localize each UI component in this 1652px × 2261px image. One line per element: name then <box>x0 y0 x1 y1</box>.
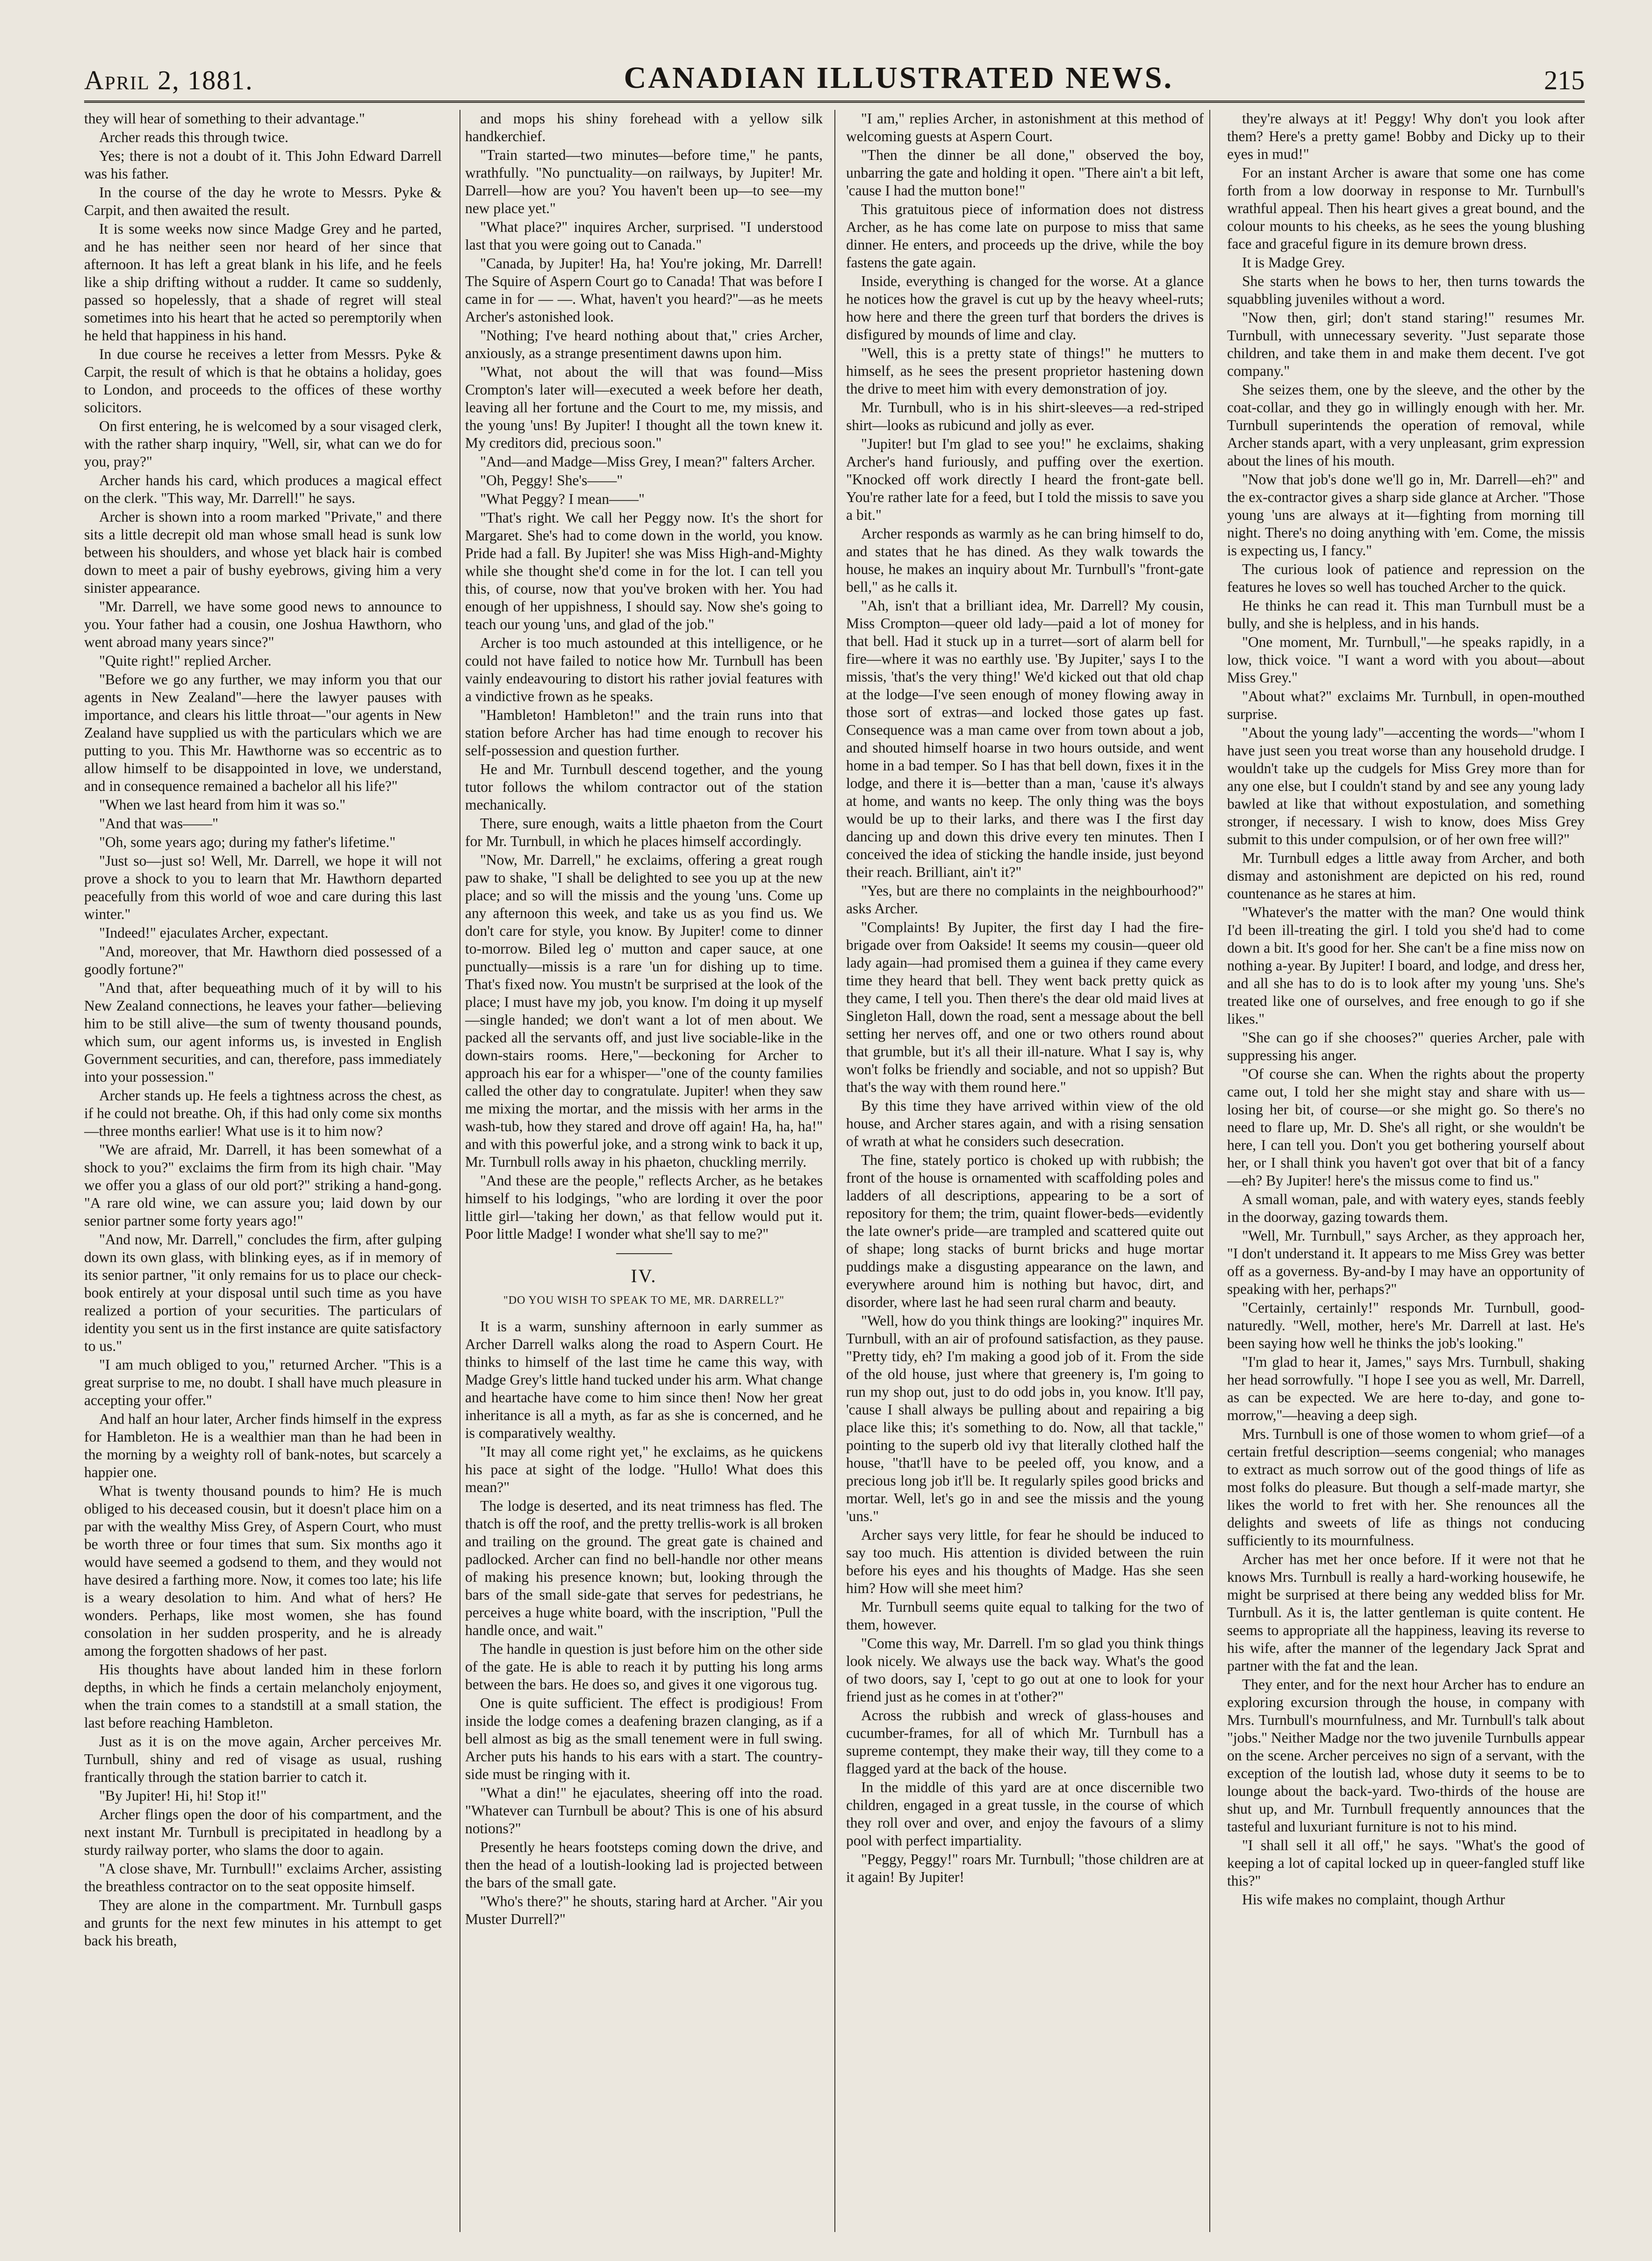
paragraph: They are alone in the compartment. Mr. Turnbull gasps and grunts for the next few minutes in his attempt to get back his breath, <box>84 1897 442 1949</box>
paragraph: "Who's there?" he shouts, staring hard at Archer. "Air you Muster Durrell?" <box>465 1893 823 1927</box>
paragraph: "Peggy, Peggy!" roars Mr. Turnbull; "those children are at it again! By Jupiter! <box>846 1851 1204 1885</box>
paragraph: The handle in question is just before him on the other side of the gate. He is able to reach it by putting his long arms between the bars. He does so, and gives it one vigorous tug. <box>465 1641 823 1693</box>
paragraph: A small woman, pale, and with watery eyes, stands feebly in the doorway, gazing towards them. <box>1227 1191 1585 1225</box>
paragraph: "A close shave, Mr. Turnbull!" exclaims Archer, assisting the breathless contractor on to the seat opposite himself. <box>84 1860 442 1895</box>
paragraph: "When we last heard from him it was so." <box>99 797 345 813</box>
paragraph: "Oh, some years ago; during my father's lifetime." <box>99 834 396 850</box>
publication-title: CANADIAN ILLUSTRATED NEWS. <box>624 61 1174 95</box>
paragraph: Mr. Turnbull seems quite equal to talking for the two of them, however. <box>846 1599 1204 1633</box>
paragraph: Inside, everything is changed for the worse. At a glance he notices how the gravel is cut up by the heavy wheel-ruts; how here and there the green turf that borders the drives is disfigured by mounds of lime and clay. <box>846 273 1204 343</box>
paragraph: "Well, how do you think things are looking?" inquires Mr. Turnbull, with an air of profound satisfaction, as they pause. "Pretty tidy, eh? I'm making a good job of it. From the side of the old house, just where that greenery is, I'm going to run my shop out, just to do odd jobs in, you know. It'll pay, 'cause I shall always be pulling about and repairing a big place like this; it's something to do. Now, all that tackle," pointing to the superb old ivy that literally clothed half the house, "that'll have to be peeled off, you know, and a precious long job it'll be. It regularly spiles good bricks and mortar. Well, let's go in and see the missis and the young 'uns." <box>846 1313 1204 1524</box>
paragraph: This gratuitous piece of information does not distress Archer, as he has come late on purpose to miss that same dinner. He enters, and proceeds up the drive, while the boy fastens the gate again. <box>846 201 1204 271</box>
paragraph: "I shall sell it all off," he says. "What's the good of keeping a lot of capital locked up in queer-fangled stuff like this?" <box>1227 1837 1585 1889</box>
paragraph: Archer reads this through twice. <box>99 129 288 145</box>
paragraph: "Now that job's done we'll go in, Mr. Darrell—eh?" and the ex-contractor gives a sharp side glance at Archer. "Those young 'uns are always at it—fighting from morning till night. There's no doing anything with 'em. Come, the missis is expecting us, I fancy." <box>1227 471 1585 559</box>
paragraph: "And that was——" <box>99 815 218 832</box>
paragraph: By this time they have arrived within view of the old house, and Archer stares again, and with a rising sensation of wrath at what he considers such desecration. <box>846 1098 1204 1149</box>
paragraph: Mrs. Turnbull is one of those women to whom grief—of a certain fretful description—seems congenial; who manages to extract as much sorrow out of the good things of life as most folks do pleasure. But though a self-made martyr, she likes the world to fret with her. She renounces all the delights and sweets of life as things not conducing sufficiently to its mournfulness. <box>1227 1426 1585 1549</box>
paragraph: Archer has met her once before. If it were not that he knows Mrs. Turnbull is really a hard-working housewife, he might be surprised at there being any wedded bliss for Mr. Turnbull. As it is, the latter gentleman is quite content. He seems to appropriate all the happiness, leaving its reverse to his wife, after the manner of the legendary Jack Sprat and partner with the fat and the lean. <box>1227 1551 1585 1674</box>
text-column-4 <box>1227 110 1585 2232</box>
paragraph: Archer flings open the door of his compartment, and the next instant Mr. Turnbull is precipitated in headlong by a sturdy railway porter, who slams the door to again. <box>84 1806 442 1858</box>
paragraph: "Train started—two minutes—before time," he pants, wrathfully. "No punctuality—on railways, by Jupiter! Mr. Darrell—how are you? You haven't been up—to see—my new place yet." <box>465 147 823 216</box>
paragraph: "It may all come right yet," he exclaims, as he quickens his pace at sight of the lodge. "Hullo! What does this mean?" <box>465 1443 823 1495</box>
paragraph: "Before we go any further, we may inform you that our agents in New Zealand"—here the lawyer pauses with importance, and clears his little throat—"our agents in New Zealand have supplied us with the particulars which we are putting to you. This Mr. Hawthorne was so eccentric as to allow himself to be disappointed in love, we understand, and in consequence remained a bachelor all his life?" <box>84 671 442 794</box>
paragraph: "What a din!" he ejaculates, sheering off into the road. "Whatever can Turnbull be about? This is one of his absurd notions?" <box>465 1785 823 1837</box>
paragraph: What is twenty thousand pounds to him? He is much obliged to his deceased cousin, but it doesn't place him on a par with the wealthy Miss Grey, of Aspern Court, who must be worth three or four times that sum. Six months ago it would have seemed a godsend to them, and they would not have desired a farthing more. Now, it comes too late; his life is a weary desolation to him. And what of hers? He wonders. Perhaps, like most women, she has found consolation in her sudden prosperity, and he is already among the forgotten shadows of her past. <box>84 1483 442 1659</box>
paragraph: Archer is too much astounded at this intelligence, or he could not have failed to notice how Mr. Turnbull has been vainly endeavouring to distort his rather jovial features with a vindictive frown as he speaks. <box>465 635 823 704</box>
paragraph: On first entering, he is welcomed by a sour visaged clerk, with the rather sharp inquiry, "Well, sir, what can we do for you, pray?" <box>84 418 442 470</box>
paragraph: "About the young lady"—accenting the words—"whom I have just seen you treat worse than any household drudge. I wouldn't take up the cudgels for Miss Grey more than for any one else, but I couldn't stand by and see any young lady bawled at like that without expostulation, and something stronger, if necessary. I wish to know, does Miss Grey submit to this under compulsion, or of her own free will?" <box>1227 725 1585 847</box>
paragraph: they will hear of something to their advantage." <box>84 110 365 127</box>
paragraph: "And these are the people," reflects Archer, as he betakes himself to his lodgings, "who are lording it over the poor little girl—'taking her down,' as that fellow would put it. Poor little Madge! I wonder what she'll say to me?" <box>465 1172 823 1242</box>
page-number: 215 <box>1544 65 1585 95</box>
paragraph: And half an hour later, Archer finds himself in the express for Hambleton. He is a wealthier man than he had been in the morning by a weighty roll of bank-notes, but scarcely a happier one. <box>84 1411 442 1480</box>
paragraph: Archer stands up. He feels a tightness across the chest, as if he could not breathe. Oh, if this had only come six months—three months earlier! What use is it to him now? <box>84 1087 442 1139</box>
paragraph: One is quite sufficient. The effect is prodigious! From inside the lodge comes a deafening brazen clanging, as if a bell almost as big as the small tenement were in full swing. Archer puts his hands to his ears with a start. The country-side must be ringing with it. <box>465 1695 823 1782</box>
paragraph: "Nothing; I've heard nothing about that," cries Archer, anxiously, as a strange presentiment dawns upon him. <box>465 327 823 361</box>
paragraph: "What Peggy? I mean——" <box>480 491 645 507</box>
paragraph: Just as it is on the move again, Archer perceives Mr. Turnbull, shiny and red of visage as usual, rushing frantically through the station barrier to catch it. <box>84 1733 442 1785</box>
paragraph: "Jupiter! but I'm glad to see you!" he exclaims, shaking Archer's hand furiously, and puffing over the exertion. "Knocked off work directly I heard the front-gate bell. You're rather late for a feed, but I told the missis to save you a bit." <box>846 436 1204 523</box>
paragraph: Yes; there is not a doubt of it. This John Edward Darrell was his father. <box>84 148 442 182</box>
paragraph: "Quite right!" replied Archer. <box>99 653 272 669</box>
text-column-2 <box>465 110 823 2232</box>
paragraph: The lodge is deserted, and its neat trimness has fled. The thatch is off the roof, and the pretty trellis-work is all broken and trailing on the ground. The great gate is chained and padlocked. Archer can find no bell-handle nor other means of making his presence known; but, looking through the bars of the small side-gate that serves for pedestrians, he perceives a huge white board, with the inscription, "Pull the handle once, and wait." <box>465 1498 823 1638</box>
chapter-heading: "DO YOU WISH TO SPEAK TO ME, MR. DARRELL?" <box>503 1294 785 1306</box>
paragraph: In due course he receives a letter from Messrs. Pyke & Carpit, the result of which is that he obtains a holiday, goes to London, and proceeds to the offices of these worthy solicitors. <box>84 346 442 416</box>
paragraph: His wife makes no complaint, though Arthur <box>1242 1891 1505 1908</box>
paragraph: In the middle of this yard are at once discernible two children, engaged in a great tussle, in the course of which they roll over and over, and enjoy the favours of a slimy pool with perfect impartiality. <box>846 1779 1204 1849</box>
paragraph: "Yes, but are there no complaints in the neighbourhood?" asks Archer. <box>846 883 1204 917</box>
masthead <box>84 44 1585 103</box>
paragraph: Presently he hears footsteps coming down the drive, and then the head of a loutish-looking lad is projected between the bars of the small gate. <box>465 1839 823 1891</box>
paragraph: There, sure enough, waits a little phaeton from the Court for Mr. Turnbull, in which he places himself accordingly. <box>465 815 823 849</box>
paragraph: He and Mr. Turnbull descend together, and the young tutor follows the whilom contractor out of the station mechanically. <box>465 761 823 813</box>
paragraph: The curious look of patience and repression on the features he loves so well has touched Archer to the quick. <box>1227 561 1585 595</box>
paragraph: In the course of the day he wrote to Messrs. Pyke & Carpit, and then awaited the result. <box>84 184 442 218</box>
paragraph: He thinks he can read it. This man Turnbull must be a bully, and she is helpless, and in his hands. <box>1227 597 1585 632</box>
paragraph: It is a warm, sunshiny afternoon in early summer as Archer Darrell walks along the road to Aspern Court. He thinks to himself of the last time he came this way, with Madge Grey's little hand tucked under his arm. What change and heartache have come to him since then! Now her great inheritance is all a myth, as far as she is concerned, and he is comparatively wealthy. <box>465 1318 823 1441</box>
paragraph: "Now, Mr. Darrell," he exclaims, offering a great rough paw to shake, "I shall be delighted to see you up at the new place; and so will the missis and the young 'uns. Come up any afternoon this week, and take us as you find us. We don't care for style, you know. By Jupiter! come to dinner to-morrow. Biled leg o' mutton and caper sauce, at one punctually—missis is a rare 'un for dishing up to time. That's fixed now. You mustn't be surprised at the look of the place; I must have my job, you know. I'm doing it up myself—single handed; we don't want a lot of men about. We packed all the servants off, and just live sociable-like in the down-stairs rooms. Here,"—beckoning for Archer to approach his ear for a whisper—"one of the county families called the other day to congratulate. Jupiter! when they saw me mixing the mortar, and the missis with her arms in the wash-tub, how they stared and drove off again! Ha, ha, ha!" and with this powerful joke, and a strong wink to back it up, Mr. Turnbull rolls away in his phaeton, chuckling merrily. <box>465 852 823 1170</box>
paragraph: "Oh, Peggy! She's——" <box>480 472 623 488</box>
paragraph: Archer is shown into a room marked "Private," and there sits a little decrepit old man whose small head is sunk low between his shoulders, and whose yet black hair is combed down to meet a pair of bushy eyebrows, giving him a very sinister appearance. <box>84 509 442 596</box>
paragraph: "By Jupiter! Hi, hi! Stop it!" <box>99 1787 267 1804</box>
paragraph: Archer responds as warmly as he can bring himself to do, and states that he has dined. As they walk towards the house, he makes an inquiry about Mr. Turnbull's "front-gate bell," as he calls it. <box>846 525 1204 595</box>
paragraph: They enter, and for the next hour Archer has to endure an exploring excursion through the house, in company with Mrs. Turnbull's mournfulness, and Mr. Turnbull's talk about "jobs." Neither Madge nor the two juvenile Turnbulls appear on the scene. Archer perceives no sign of a servant, with the exception of the loutish lad, whose duty it seems to be to lounge about the back-yard. Two-thirds of the house are shut up, and Mr. Turnbull frequently announces that the tasteful and luxuriant furniture is not to his mind. <box>1227 1676 1585 1835</box>
paragraph: "One moment, Mr. Turnbull,"—he speaks rapidly, in a low, thick voice. "I want a word with you about—about Miss Grey." <box>1227 634 1585 686</box>
issue-date: April 2, 1881. <box>84 65 253 95</box>
paragraph: The fine, stately portico is choked up with rubbish; the front of the house is ornamented with scaffolding poles and ladders of all descriptions, appearing to be a sort of repository for them; the trim, quaint flower-beds—evidently the late owner's pride—are trampled and scattered quite out of shape; long stacks of burnt bricks and huge mortar puddings make a disgusting appearance on the lawn, and everywhere around him is nothing but havoc, dirt, and disorder, where last he had seen rural charm and beauty. <box>846 1152 1204 1310</box>
paragraph: "And now, Mr. Darrell," concludes the firm, after gulping down its own glass, with blinking eyes, as if in memory of its senior partner, "it only remains for us to place our check-book entirely at your disposal until such time as you have realized a portion of your securities. The particulars of identity you sent us in the first instance are quite satisfactory to us." <box>84 1231 442 1354</box>
paragraph: "Hambleton! Hambleton!" and the train runs into that station before Archer has had time enough to recover his self-possession and question further. <box>465 707 823 759</box>
paragraph: It is some weeks now since Madge Grey and he parted, and he has neither seen nor heard of her since that afternoon. It has left a great blank in his life, and he feels like a ship drifting without a rudder. It came so suddenly, passed so hopelessly, that a shade of regret will steal sometimes into his heart that he acted so peremptorily when he held that happiness in his hand. <box>84 221 442 344</box>
paragraph: "Whatever's the matter with the man? One would think I'd been ill-treating the girl. I told you she'd had to come down a bit. It's good for her. She can't be a fine miss now on nothing a-year. By Jupiter! I board, and lodge, and dress her, and all she has to do is to look after my young 'uns. She's treated like one of ourselves, and free enough to go if she likes." <box>1227 904 1585 1027</box>
paragraph: "About what?" exclaims Mr. Turnbull, in open-mouthed surprise. <box>1227 688 1585 722</box>
paragraph: His thoughts have about landed him in these forlorn depths, in which he finds a certain melancholy enjoyment, when the train comes to a standstill at a small station, the last before reaching Hambleton. <box>84 1661 442 1731</box>
paragraph: "And that, after bequeathing much of it by will to his New Zealand connections, he leaves your father—believing him to be still alive—the sum of twenty thousand pounds, which sum, our agent informs us, is invested in English Government securities, and can, therefore, pass immediately into your possession." <box>84 980 442 1085</box>
paragraph: "Complaints! By Jupiter, the first day I had the fire-brigade over from Oakside! It seems my cousin—queer old lady again—had promised them a guinea if they came every time they heard that bell. They went back pretty quick as they came, I tell you. Then there's the dear old maid lives at Singleton Hall, down the road, sent a message about the bell setting her nerves off, and one or two others round about that grumble, but it's all their ill-nature. What I say is, why won't folks be friendly and sociable, and not so uppish? But that's the way with them round here." <box>846 919 1204 1095</box>
paragraph: Mr. Turnbull, who is in his shirt-sleeves—a red-striped shirt—looks as rubicund and jolly as ever. <box>846 399 1204 433</box>
paragraph: "Certainly, certainly!" responds Mr. Turnbull, good-naturedly. "Well, mother, here's Mr. Darrell at last. He's been saying how well he thinks the job's looking." <box>1227 1299 1585 1351</box>
paragraph: "Then the dinner be all done," observed the boy, unbarring the gate and holding it open. "There ain't a bit left, 'cause I had the mutton bone!" <box>846 147 1204 199</box>
text-column-3 <box>846 110 1204 2232</box>
paragraph: "I am," replies Archer, in astonishment at this method of welcoming guests at Aspern Court. <box>846 110 1204 144</box>
paragraph: "What place?" inquires Archer, surprised. "I understood last that you were going out to Canada." <box>465 219 823 253</box>
paragraph: "That's right. We call her Peggy now. It's the short for Margaret. She's had to come down in the world, you know. Pride had a fall. By Jupiter! she was Miss High-and-Mighty while she thought she'd come in for the lot. I can tell you this, of course, now that you've broken with her. You had enough of her uppishness, I should say. Now she's going to teach our young 'uns, and glad of the job." <box>465 510 823 632</box>
paragraph: "Canada, by Jupiter! Ha, ha! You're joking, Mr. Darrell! The Squire of Aspern Court go to Canada! That was before I came in for — —. What, haven't you heard?"—as he meets Archer's astonished look. <box>465 255 823 325</box>
paragraph: "And—and Madge—Miss Grey, I mean?" falters Archer. <box>480 453 815 470</box>
paragraph: "I am much obliged to you," returned Archer. "This is a great surprise to me, no doubt. I shall have much pleasure in accepting your offer." <box>84 1357 442 1408</box>
paragraph: "Now then, girl; don't stand staring!" resumes Mr. Turnbull, with unnecessary severity. "Just separate those children, and take them in and make them decent. I've got company." <box>1227 309 1585 379</box>
paragraph: It is Madge Grey. <box>1242 254 1345 271</box>
paragraph: "We are afraid, Mr. Darrell, it has been somewhat of a shock to you?" exclaims the firm from its high chair. "May we offer you a glass of our old port?" striking a hand-gong. "A rare old wine, we can assure you; laid down by our senior partner some forty years ago!" <box>84 1141 442 1229</box>
paragraph: "I'm glad to hear it, James," says Mrs. Turnbull, shaking her head sorrowfully. "I hope I see you as well, Mr. Darrell, as can be expected. We are here to-day, and gone to-morrow,"—heaving a deep sigh. <box>1227 1354 1585 1423</box>
article-columns <box>84 110 1585 2232</box>
paragraph: they're always at it! Peggy! Why don't you look after them? Here's a pretty game! Bobby and Dicky up to their eyes in mud!" <box>1227 110 1585 162</box>
paragraph: She starts when he bows to her, then turns towards the squabbling juveniles without a word. <box>1227 273 1585 307</box>
paragraph: For an instant Archer is aware that some one has come forth from a low doorway in response to Mr. Turnbull's wrathful appeal. Then his heart gives a great bound, and the colour mounts to his cheeks, as he sees the young blushing face and graceful figure in its demure brown dress. <box>1227 165 1585 252</box>
paragraph: "Come this way, Mr. Darrell. I'm so glad you think things look nicely. We always use the back way. What's the good of two doors, say I, 'cept to go out at one to look for your friend just as he comes in at t'other?" <box>846 1635 1204 1705</box>
paragraph: Archer says very little, for fear he should be induced to say too much. His attention is divided between the ruin before his eyes and his thoughts of Madge. Has she seen him? How will she meet him? <box>846 1527 1204 1596</box>
paragraph: and mops his shiny forehead with a yellow silk handkerchief. <box>465 110 823 144</box>
paragraph: "Mr. Darrell, we have some good news to announce to you. Your father had a cousin, one Joshua Hawthorn, who went abroad many years since?" <box>84 598 442 650</box>
chapter-divider <box>616 1253 672 1254</box>
paragraph: "Indeed!" ejaculates Archer, expectant. <box>99 925 329 941</box>
paragraph: Across the rubbish and wreck of glass-houses and cucumber-frames, for all of which Mr. Turnbull has a supreme contempt, they make their way, till they come to a flagged yard at the back of the house. <box>846 1707 1204 1777</box>
paragraph: Archer hands his card, which produces a magical effect on the clerk. "This way, Mr. Darrell!" he says. <box>84 472 442 506</box>
paragraph: "Ah, isn't that a brilliant idea, Mr. Darrell? My cousin, Miss Crompton—queer old lady—paid a lot of money for that bell. Had it stuck up in a turret—sort of alarm bell for fire—where it was no earthly use. 'By Jupiter,' says I to the missis, 'that's the very thing!' We'd kicked out that old chap at the lodge—I've seen enough of money flowing away in those sort of extras—and locked those gates up fast. Consequence was a man came over from town about a job, and shouted himself hoarse in two hours outside, and went home in a bad temper. So I has that bell down, fixes it in the lodge, and there it is—better than a man, 'cause it's always at home, and wants no keep. The only thing was the boys would be up to their larks, and there was I the first day dancing up and down this drive every ten minutes. Then I conceived the idea of sticking the handle inside, just beyond their reach. Brilliant, ain't it?" <box>846 597 1204 880</box>
paragraph: "She can go if she chooses?" queries Archer, pale with suppressing his anger. <box>1227 1029 1585 1063</box>
paragraph: She seizes them, one by the sleeve, and the other by the coat-collar, and they go in willingly enough with her. Mr. Turnbull superintends the operation of removal, while Archer stands apart, with a very unpleasant, grim expression about the lines of his mouth. <box>1227 381 1585 469</box>
paragraph: "Just so—just so! Well, Mr. Darrell, we hope it will not prove a shock to you to learn that Mr. Hawthorn departed peacefully from this world of woe and care during this last winter." <box>84 853 442 922</box>
paragraph: "And, moreover, that Mr. Hawthorn died possessed of a goodly fortune?" <box>84 943 442 977</box>
paragraph: "What, not about the will that was found—Miss Crompton's later will—executed a week before her death, leaving all her fortune and the Court to me, my missis, and the young 'uns! By Jupiter! I thought all the town knew it. My creditors did, precious soon." <box>465 364 823 451</box>
paragraph: "Of course she can. When the rights about the property came out, I told her she might stay and share with us—losing her bit, of course—or she might go. So there's no need to flare up, Mr. D. She's all right, or she wouldn't be here, I can tell you. Don't you get bothering yourself about her, or I shall think you haven't got over that bit of a fancy—eh? By Jupiter! here's the missus come to find us." <box>1227 1066 1585 1189</box>
paragraph: "Well, Mr. Turnbull," says Archer, as they approach her, "I don't understand it. It appears to me Miss Grey was better off as a governess. By-and-by I may have an opportunity of speaking with her, perhaps?" <box>1227 1227 1585 1297</box>
text-column-1 <box>84 110 442 2232</box>
paragraph: Mr. Turnbull edges a little away from Archer, and both dismay and astonishment are depicted on his red, round countenance as he stares at him. <box>1227 850 1585 902</box>
paragraph: "Well, this is a pretty state of things!" he mutters to himself, as he sees the present proprietor hastening down the drive to meet him with every demonstration of joy. <box>846 345 1204 397</box>
chapter-number: IV. <box>631 1265 657 1286</box>
